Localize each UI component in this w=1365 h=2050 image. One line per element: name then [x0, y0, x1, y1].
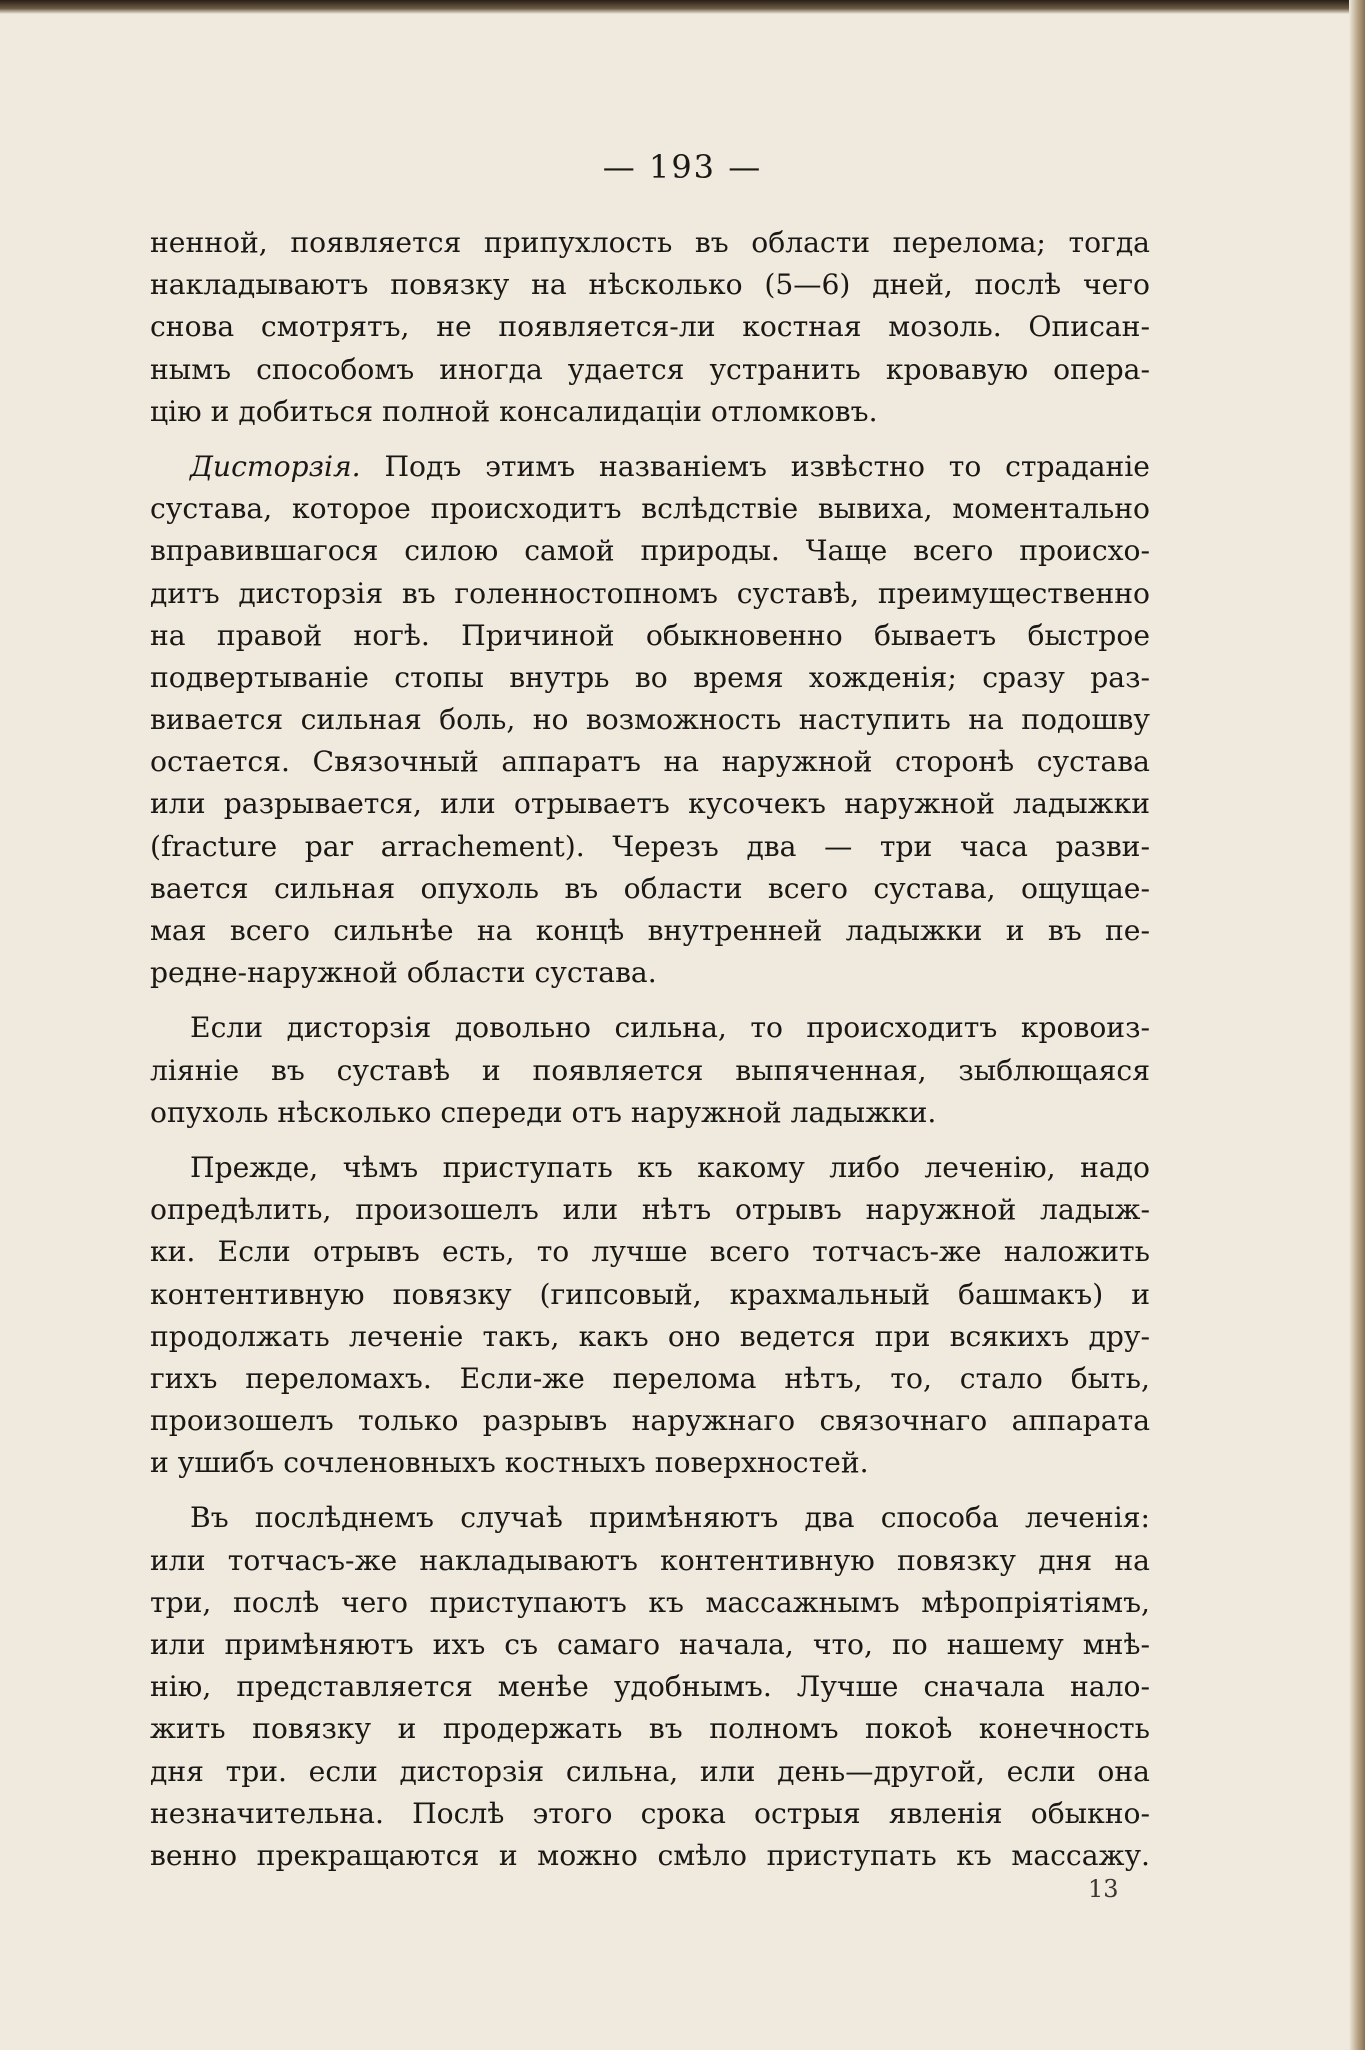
- text-line: опредѣлить, произошелъ или нѣтъ отрывъ наружной ладыж-: [150, 1193, 1150, 1227]
- text-line: три, послѣ чего приступаютъ къ массажнымъ мѣропріятіямъ,: [150, 1585, 1150, 1619]
- text-line: нымъ способомъ иногда удается устранить кровавую опера-: [150, 352, 1150, 386]
- page-top-edge: [0, 0, 1365, 14]
- text-line: редне-наружной области сустава.: [150, 956, 657, 990]
- signature-mark: 13: [1088, 1875, 1119, 1903]
- text-line: венно прекращаются и можно смѣло приступать къ массажу.: [150, 1838, 1150, 1872]
- text-line: остается. Связочный аппаратъ на наружной сторонѣ сустава: [150, 745, 1150, 779]
- page-right-edge: [1349, 0, 1365, 2050]
- text-line: нію, представляется менѣе удобнымъ. Лучше сначала нало-: [150, 1670, 1150, 1704]
- text-line: мая всего сильнѣе на концѣ внутренней ладыжки и въ пе-: [150, 914, 1150, 947]
- page-number: — 193 —: [602, 148, 763, 186]
- text-line: цію и добиться полной консалидаціи отломковъ.: [150, 394, 878, 428]
- text-line: Въ послѣднемъ случаѣ примѣняютъ два способа леченія:: [190, 1501, 1150, 1535]
- text-line: или примѣняютъ ихъ съ самаго начала, что, по нашему мнѣ-: [150, 1628, 1150, 1661]
- section-lead: Дисторзія.: [190, 449, 361, 483]
- text-line: накладываютъ повязку на нѣсколько (5—6) дней, послѣ чего: [150, 268, 1150, 302]
- text-line: (fracture par arrachement). Черезъ два — три часа разви-: [150, 829, 1150, 863]
- text-line: или тотчасъ-же накладываютъ контентивную повязку дня на: [150, 1543, 1150, 1577]
- text-line: Прежде, чѣмъ приступать къ какому либо леченію, надо: [190, 1150, 1150, 1184]
- text-line: на правой ногѣ. Причиной обыкновенно бываетъ быстрое: [150, 618, 1150, 652]
- text-line: незначительна. Послѣ этого срока острыя явленія обыкно-: [150, 1796, 1150, 1830]
- text-line: опухоль нѣсколько спереди отъ наружной ладыжки.: [150, 1095, 937, 1129]
- text-line: вправившагося силою самой природы. Чаще всего происхо-: [150, 534, 1150, 568]
- text-line: продолжать леченіе такъ, какъ оно ведется при всякихъ дру-: [150, 1319, 1150, 1353]
- body-text: [150, 222, 1150, 1877]
- text-line: произошелъ только разрывъ наружнаго связочнаго аппарата: [150, 1404, 1150, 1438]
- text-line: контентивную повязку (гипсовый, крахмальный башмакъ) и: [150, 1277, 1150, 1311]
- text-line: дня три. если дисторзія сильна, или день—другой, если она: [150, 1754, 1150, 1788]
- text-line: ненной, появляется припухлость въ области перелома; тогда: [150, 226, 1150, 259]
- text-line: ліяніе въ суставѣ и появляется выпяченная, зыблющаяся: [150, 1053, 1150, 1087]
- text-line: дитъ дисторзія въ голенностопномъ суставѣ, преимущественно: [150, 576, 1150, 610]
- text-line: жить повязку и продержать въ полномъ покоѣ конечность: [150, 1712, 1150, 1746]
- text-line: ки. Если отрывъ есть, то лучше всего тотчасъ-же наложить: [150, 1235, 1150, 1269]
- text-line: Дисторзія. Подъ этимъ названіемъ извѣстно то страданіе: [190, 449, 1150, 483]
- text-line: вается сильная опухоль въ области всего сустава, ощущае-: [150, 871, 1150, 905]
- text-line: гихъ переломахъ. Если-же перелома нѣтъ, то, стало быть,: [150, 1361, 1150, 1395]
- text-line: сустава, которое происходитъ вслѣдствіе вывиха, моментально: [150, 492, 1150, 526]
- text-line: Если дисторзія довольно сильна, то происходитъ кровоиз-: [190, 1011, 1150, 1045]
- text-line: снова смотрятъ, не появляется-ли костная мозоль. Описан-: [150, 310, 1150, 344]
- text-line: и ушибъ сочленовныхъ костныхъ поверхностей.: [150, 1446, 869, 1480]
- text-line: вивается сильная боль, но возможность наступить на подошву: [150, 703, 1150, 737]
- text-line: или разрывается, или отрываетъ кусочекъ наружной ладыжки: [150, 787, 1150, 821]
- text-line: подвертываніе стопы внутрь во время хожденія; сразу раз-: [150, 660, 1150, 694]
